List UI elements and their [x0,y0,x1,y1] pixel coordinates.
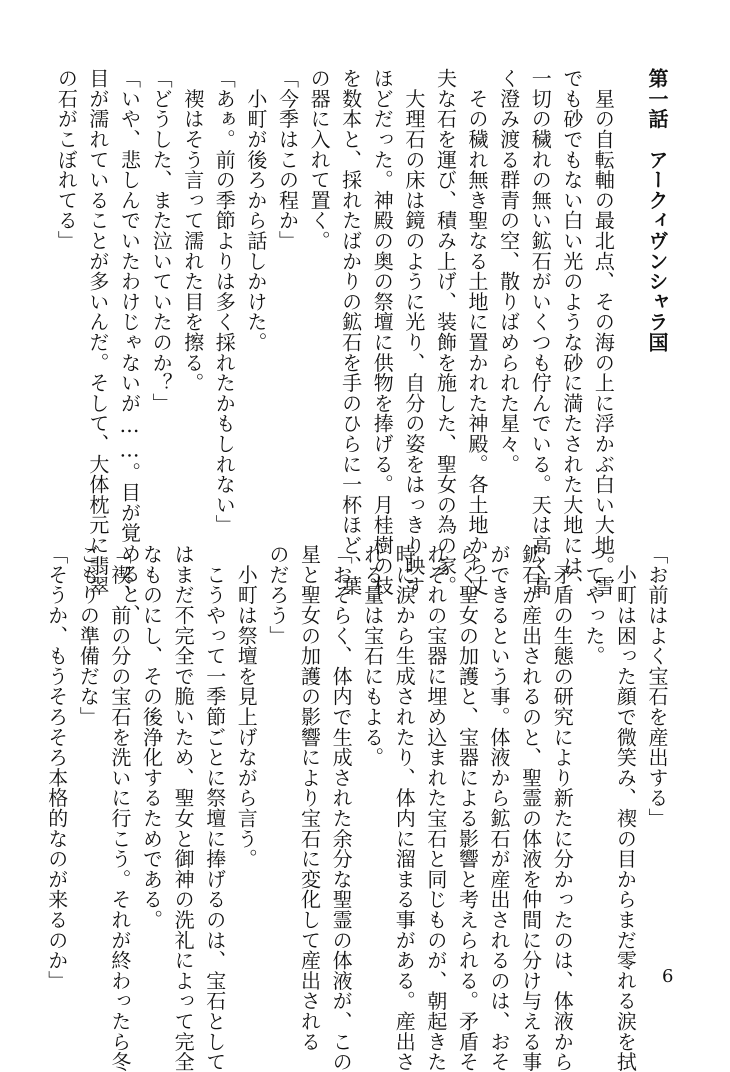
text-column: 小町は祭壇を見上げながら言う。 [234,544,259,869]
text-column: らく聖女の加護と、宝器による影響と考えられる。矛盾そ [455,544,480,1072]
bottom-text-block [40,544,672,1072]
text-column: ほどだった。神殿の奥の祭壇に供物を捧げる。月桂樹の枝 [370,68,395,596]
text-column: を数本と、採れたばかりの鉱石を手のひらに一杯ほど、葉 [338,68,363,596]
text-column: 「禊、前の分の宝石を洗いに行こう。それが終わったら冬 [107,544,132,1072]
text-column: 小町は困った顔で微笑み、禊の目からまだ零れる涙を拭 [613,544,638,1072]
text-column: 目が濡れていることが多いんだ。そして、大体枕元に翡翠 [85,68,110,596]
text-column: でも砂でもない白い光のような砂に満たされた大地には、 [559,68,584,596]
text-column: はまだ不完全で脆いため、聖女と御神の洗礼によって完全 [171,544,196,1072]
text-column: ってやった。 [581,544,606,666]
text-column: 大理石の床は鏡のように光り、自分の姿をはっきり映す [401,68,426,596]
text-column: 「あぁ。前の季節よりは多く採れたかもしれない」 [212,68,237,535]
text-column: その穢れ無き聖なる土地に置かれた神殿。各土地から丈 [465,68,490,596]
text-column: 「おそらく、体内で生成された余分な聖霊の体液が、この [329,544,354,1072]
text-column: 「いや、悲しんでいたわけじゃないが……。目が覚めると、 [117,68,142,625]
text-column: 「今季はこの程か」 [275,68,300,251]
text-column: 「どうした、また泣いていたのか？」 [149,68,174,414]
text-column: 小町が後ろから話しかけた。 [243,68,268,353]
text-column: く澄み渡る群青の空、散りばめられた星々。 [496,68,521,474]
text-column: こうやって一季節ごとに祭壇に捧げるのは、宝石として [202,544,227,1072]
text-column: 星と聖女の加護の影響により宝石に変化して産出される [297,544,322,1052]
text-column: ごもりの準備だな」 [76,544,101,727]
text-column: 「そうか、もうそろそろ本格的なのが来るのか」 [44,544,69,991]
title-spacer [618,68,640,478]
text-column: なものにし、その後浄化するためである。 [139,544,164,930]
text-column: の器に入れて置く。 [307,68,332,251]
text-column: の石がこぼれてる」 [54,68,79,251]
text-column: れぞれの宝器に埋め込まれた宝石と同じものが、朝起きた [423,544,448,1072]
text-column: 「お前はよく宝石を産出する」 [645,544,669,829]
text-column: ができるという事。体液から鉱石が産出されるのは、おそ [487,544,512,1072]
chapter-title: 第一話 アークィヴンシャラ国 [645,68,669,353]
text-column: 時に涙から生成されたり、体内に溜まる事がある。産出さ [392,544,417,1072]
text-column: のだろう」 [265,544,290,646]
text-column: 一切の穢れの無い鉱石がいくつも佇んでいる。天は高く高 [528,68,553,596]
text-column: 禊はそう言って濡れた目を擦る。 [180,68,205,393]
text-column: 星の自転軸の最北点、その海の上に浮かぶ白い大地。雪 [591,68,616,596]
text-column: 夫な石を運び、積み上げ、装飾を施した、聖女の為の家。 [433,68,458,596]
text-column: 鉱石が産出されるのと、聖霊の体液を仲間に分け与える事 [518,544,543,1072]
text-column: れる量は宝石にもよる。 [360,544,385,768]
page-number: 6 [662,966,674,987]
text-column: 矛盾の生態の研究により新たに分かったのは、体液から [550,544,575,1072]
